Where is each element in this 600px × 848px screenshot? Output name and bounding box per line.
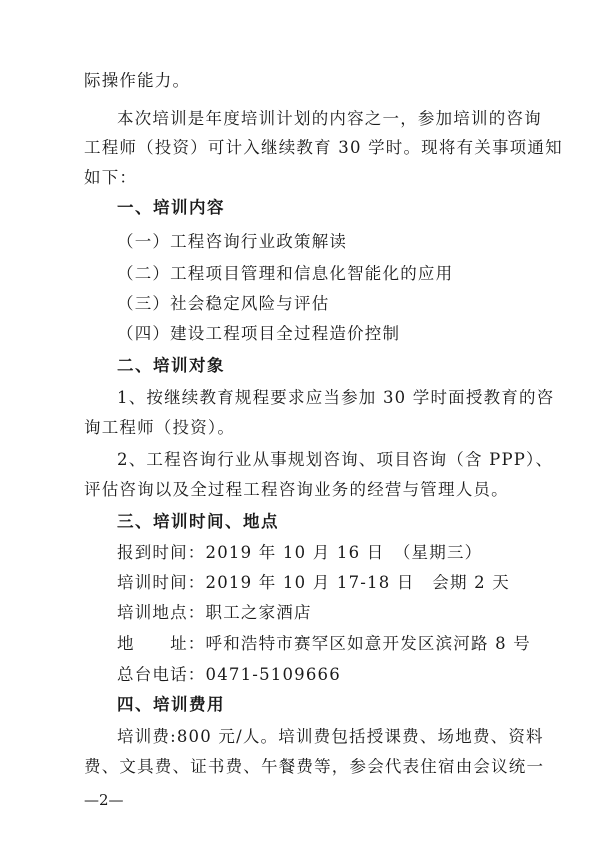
list-item: （一）工程咨询行业政策解读 — [117, 232, 348, 251]
body-text-line: 评估咨询以及全过程工程咨询业务的经营与管理人员。 — [84, 480, 509, 499]
section-heading: 一、培训内容 — [117, 198, 225, 217]
body-text-line: 总台电话：0471-5109666 — [117, 665, 341, 684]
section-heading: 三、培训时间、地点 — [117, 512, 279, 531]
body-text-line: 培训费:800 元/人。培训费包括授课费、场地费、资料 — [117, 727, 544, 746]
body-text-line: 报到时间：2019 年 10 月 16 日 （星期三） — [117, 543, 483, 562]
section-heading: 四、培训费用 — [117, 695, 225, 714]
body-text-line: 询工程师（投资）。 — [84, 418, 236, 437]
page-number: —2— — [84, 791, 124, 809]
section-heading: 二、培训对象 — [117, 356, 225, 375]
body-text-line: 际操作能力。 — [84, 71, 191, 90]
list-item: （四）建设工程项目全过程造价控制 — [117, 324, 401, 343]
body-text-line: 2、工程咨询行业从事规划咨询、项目咨询（含 PPP）、 — [117, 450, 554, 469]
body-text-line: 培训地点：职工之家酒店 — [117, 603, 312, 622]
body-text-line: 本次培训是年度培训计划的内容之一，参加培训的咨询 — [117, 109, 542, 128]
body-text-line: 费、文具费、证书费、午餐费等，参会代表住宿由会议统一 — [84, 757, 545, 776]
body-text-line: 如下： — [84, 168, 138, 187]
list-item: （三）社会稳定风险与评估 — [117, 294, 330, 313]
list-item: （二）工程项目管理和信息化智能化的应用 — [117, 264, 454, 283]
body-text-line: 地 址：呼和浩特市赛罕区如意开发区滨河路 8 号 — [117, 634, 531, 653]
body-text-line: 培训时间：2019 年 10 月 17-18 日 会期 2 天 — [117, 573, 510, 592]
body-text-line: 1、按继续教育规程要求应当参加 30 学时面授教育的咨 — [117, 388, 555, 407]
body-text-line: 工程师（投资）可计入继续教育 30 学时。现将有关事项通知 — [84, 138, 563, 157]
